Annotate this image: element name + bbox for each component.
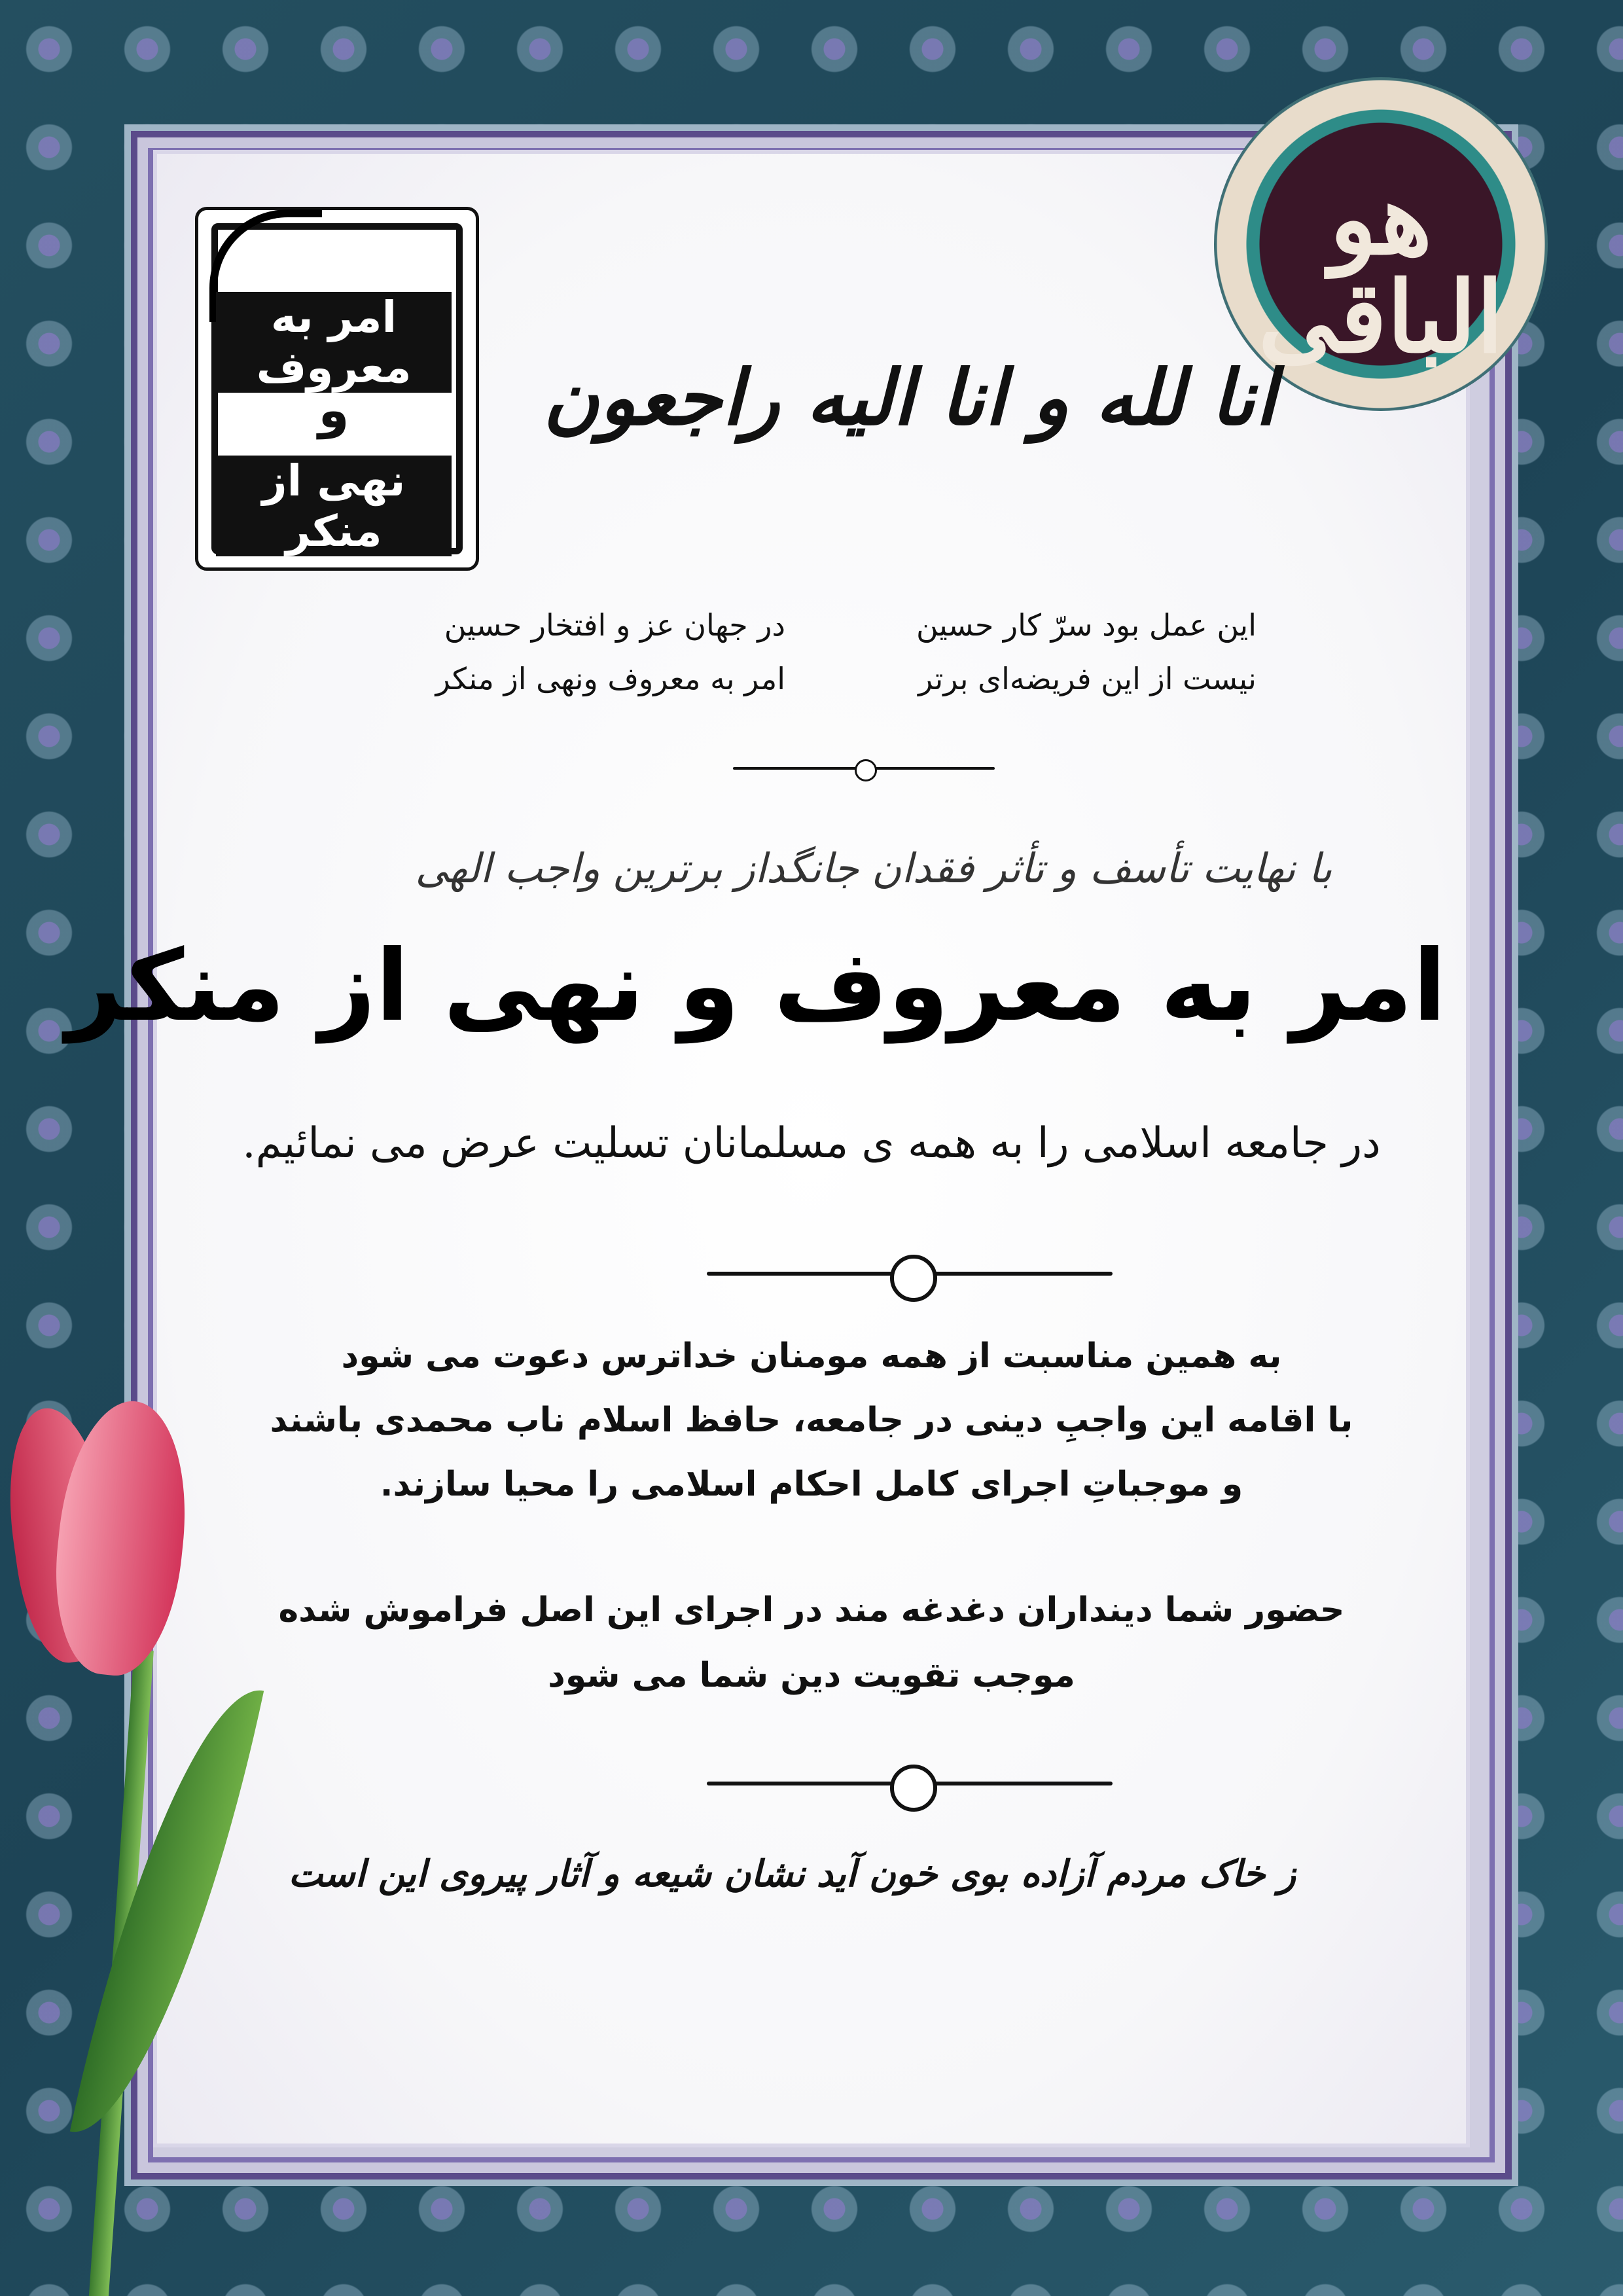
condolence-intro: با نهایت تأسف و تأثر فقدان جانگداز برترین واجب الهی <box>415 844 1332 892</box>
poem-line-2-right: نیست از این فریضه‌ای برتر <box>918 661 1257 696</box>
condolence-outro: در جامعه اسلامی را به همه ی مسلمانان تسلیت عرض می نمائیم. <box>242 1119 1381 1168</box>
body-line-2: با اقامه این واجبِ دینی در جامعه، حافظ اسلام ناب محمدی باشند <box>270 1401 1353 1440</box>
badge-line-2: و <box>318 381 349 439</box>
ornament-divider <box>707 1272 1113 1276</box>
body-line-1: به همین مناسبت از همه مومنان خداترس دعوت می شود <box>341 1336 1282 1376</box>
poem-line-1-left: در جهان عز و افتخار حسین <box>444 607 785 643</box>
badge-line-1: امر به معروف <box>216 292 452 393</box>
body-line-3: و موجباتِ اجرای کامل احکام اسلامی را محیا سازند. <box>380 1465 1243 1504</box>
verse-first-hemistich: ز خاک مردم آزاده بوی خون آید <box>816 1852 1296 1895</box>
ornament-divider-small <box>733 767 995 770</box>
seal-text: هو الباقی <box>1258 162 1504 375</box>
headline: امر به معروف و نهی از منکر <box>65 929 1446 1043</box>
ornament-divider-bottom <box>707 1782 1113 1785</box>
body-line-4: حضور شما دینداران دغدغه مند در اجرای این اصل فراموش شده <box>278 1590 1345 1630</box>
poem-line-2-left: امر به معروف ونهی از منکر <box>435 661 785 696</box>
verse-second-hemistich: نشان شیعه و آثار پیروی این است <box>288 1852 805 1895</box>
body-line-5: موجب تقویت دین شما می شود <box>548 1656 1075 1695</box>
badge-line-3: نهی از منکر <box>216 456 452 556</box>
inna-lillah-calligraphy: انا لله و انا الیه راجعون <box>543 353 1276 442</box>
poem-line-1-right: این عمل بود سرّ کار حسین <box>916 607 1257 643</box>
